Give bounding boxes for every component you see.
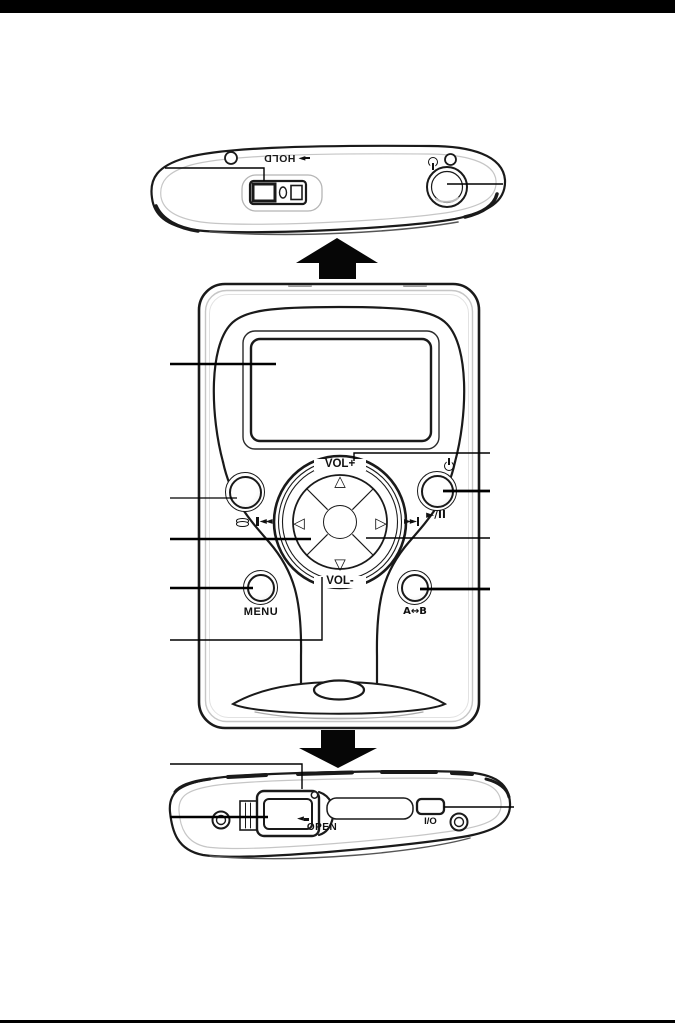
- skip-back-icon: ◄◄: [256, 517, 272, 527]
- dpad-right-button[interactable]: ▷: [375, 514, 387, 532]
- dpad-up-button[interactable]: △: [334, 472, 346, 490]
- skip-forward-icon: ►►: [403, 517, 419, 527]
- play-pause-power-button[interactable]: [417, 471, 457, 511]
- dpad-left-button[interactable]: ◁: [293, 514, 305, 532]
- menu-label: MENU: [243, 606, 279, 618]
- menu-button[interactable]: [243, 570, 278, 605]
- ab-repeat-button[interactable]: [397, 570, 432, 605]
- dpad-center-button[interactable]: [323, 505, 357, 539]
- open-arrow-icon: ◄: [297, 815, 309, 824]
- mode-button[interactable]: [225, 472, 265, 512]
- vol-down-label: VOL-: [314, 576, 366, 588]
- play-pause-label: ►/II: [426, 509, 446, 521]
- hold-arrow-icon: ►: [298, 154, 310, 163]
- open-label: OPEN: [306, 822, 338, 833]
- hold-label-text: HOLD: [263, 152, 296, 164]
- power-icon: [428, 157, 438, 167]
- power-icon: [444, 461, 454, 471]
- vol-up-label: VOL+: [314, 459, 366, 471]
- io-label: I/O: [424, 816, 437, 827]
- ab-repeat-label: A↔B: [403, 606, 427, 617]
- dpad-down-button[interactable]: ▽: [334, 555, 346, 573]
- stacked-discs-icon: [236, 518, 249, 527]
- hold-label: [250, 150, 324, 166]
